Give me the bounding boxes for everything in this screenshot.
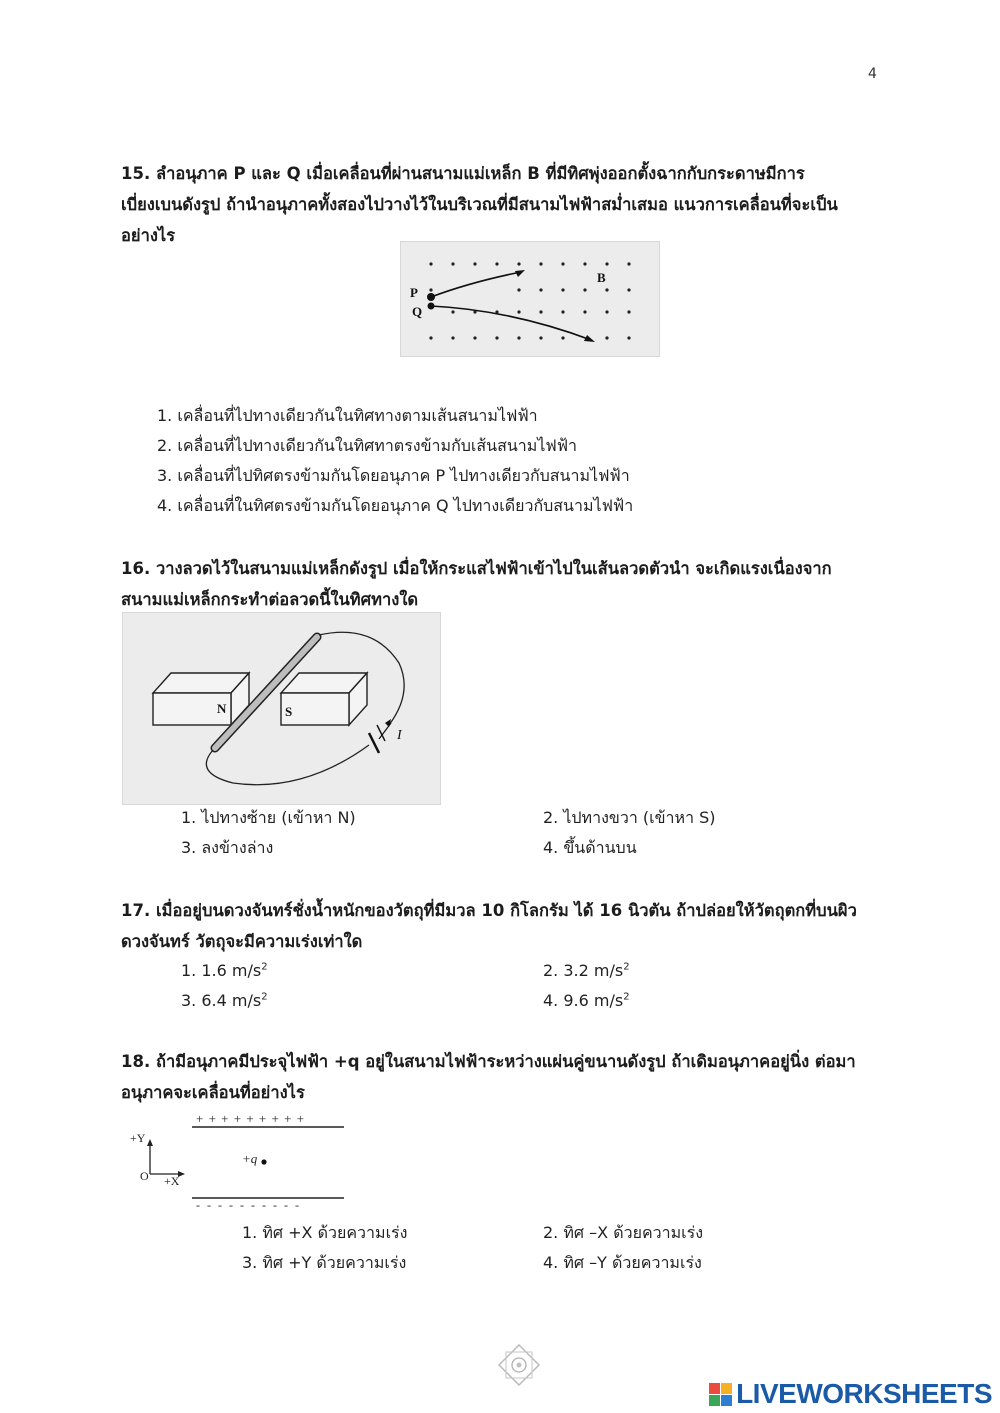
option-1[interactable]: 1. 1.6 $m/s^2$ [181,961,268,980]
parallel-plates-figure [128,1108,358,1212]
question-line: เบี่ยงเบนดังรูป ถ้านำอนุภาคทั้งสองไปวางไว้ในบริเวณที่มีสนามไฟฟ้าสม่ำเสมอ แนวการเคลื่อนที่จะเป็น [121,195,838,214]
question-line: 15. ลำอนุภาค P และ Q เมื่อเคลื่อนที่ผ่านสนามแม่เหล็ก B ที่มีทิศพุ่งออกตั้งฉากกับกระดาษมีการ [121,164,805,183]
question-17-options-col2 [543,956,630,1016]
option-4[interactable]: 4. เคลื่อนที่ในทิศตรงข้ามกันโดยอนุภาค Q ไปทางเดียวกับสนามไฟฟ้า [157,496,634,515]
label-plus-x: +X [164,1174,180,1188]
option-2[interactable]: 2. 3.2 $m/s^2$ [543,961,630,980]
label-plus-y: +Y [130,1131,146,1145]
school-seal-icon [497,1343,541,1387]
question-line: 16. วางลวดไว้ในสนามแม่เหล็กดังรูป เมื่อให้กระแสไฟฟ้าเข้าไปในเส้นลวดตัวนำ จะเกิดแรงเนื่องจาก [121,559,832,578]
label-p: P [410,285,418,300]
logo-wordmark: LIVEWORKSHEETS [736,1378,992,1409]
label-b: B [597,270,606,285]
battery-icon [369,733,379,753]
question-line: 17. เมื่ออยู่บนดวงจันทร์ชั่งน้ำหนักของวัตถุที่มีมวล 10 กิโลกรัม ได้ 16 นิวตัน ถ้าปล่อยให้วัตถุตกที่บนผิว [121,901,857,920]
question-line: อนุภาคจะเคลื่อนที่อย่างไร [121,1083,305,1102]
question-line: สนามแม่เหล็กกระทำต่อลวดนี้ในทิศทางใด [121,590,419,609]
option-4[interactable]: 4. ขึ้นด้านบน [543,838,637,857]
question-15-options [157,401,633,521]
arrowhead-p-icon [515,270,525,277]
path-q [431,306,591,340]
question-16-options-col2 [543,803,716,863]
negative-plate-signs: - - - - - - - - - - [196,1198,301,1212]
logo-squares-icon [709,1383,732,1406]
question-16-text [121,553,881,615]
option-4[interactable]: 4. 9.6 $m/s^2$ [543,991,630,1010]
question-17-text [121,895,881,957]
question-line: 18. ถ้ามีอนุภาคมีประจุไฟฟ้า +q อยู่ในสนามไฟฟ้าระหว่างแผ่นคู่ขนานดังรูป ถ้าเดิมอนุภาคอยู่นิ่ง ต่อมา [121,1052,856,1071]
y-axis-arrow-icon [147,1139,153,1146]
question-line: อย่างไร [121,226,176,245]
option-3[interactable]: 3. เคลื่อนที่ไปทิศตรงข้ามกันโดยอนุภาค P ไปทางเดียวกับสนามไฟฟ้า [157,466,630,485]
arrowhead-q-icon [584,335,595,342]
magnetic-field-deflection-figure [400,241,660,357]
option-2[interactable]: 2. ไปทางขวา (เข้าหา S) [543,808,716,827]
question-15-text [121,158,881,251]
option-4[interactable]: 4. ทิศ –Y ด้วยความเร่ง [543,1253,702,1272]
wire-between-magnets-figure [122,612,441,805]
option-3[interactable]: 3. ลงข้างล่าง [181,838,274,857]
question-16-options-col1 [181,803,356,863]
option-3[interactable]: 3. 6.4 $m/s^2$ [181,991,268,1010]
positive-plate-signs: + + + + + + + + + [196,1111,305,1126]
option-3[interactable]: 3. ทิศ +Y ด้วยความเร่ง [242,1253,407,1272]
question-18-options-col2 [543,1218,703,1278]
question-line: ดวงจันทร์ วัตถุจะมีความเร่งเท่าใด [121,932,363,951]
charged-particle [261,1159,266,1164]
option-2[interactable]: 2. เคลื่อนที่ไปทางเดียวกันในทิศทาตรงข้ามกับเส้นสนามไฟฟ้า [157,436,577,455]
option-2[interactable]: 2. ทิศ –X ด้วยความเร่ง [543,1223,704,1242]
question-18-options-col1 [242,1218,407,1278]
label-s: S [285,704,293,719]
label-charge: +q [242,1151,258,1166]
option-1[interactable]: 1. ไปทางซ้าย (เข้าหา N) [181,808,356,827]
magnet-s [281,673,367,725]
question-18-text [121,1046,891,1108]
label-origin: O [140,1169,149,1183]
path-p [431,272,521,297]
label-q: Q [412,304,423,319]
option-1[interactable]: 1. เคลื่อนที่ไปทางเดียวกันในทิศทางตามเส้นสนามไฟฟ้า [157,406,538,425]
question-17-options-col1 [181,956,268,1016]
label-current: I [397,728,402,743]
circuit-wire-bottom [206,745,369,785]
option-1[interactable]: 1. ทิศ +X ด้วยความเร่ง [242,1223,408,1242]
label-n: N [217,701,227,716]
liveworksheets-logo [709,1378,992,1410]
page-number: 4 [868,66,877,82]
magnet-n [153,673,249,725]
